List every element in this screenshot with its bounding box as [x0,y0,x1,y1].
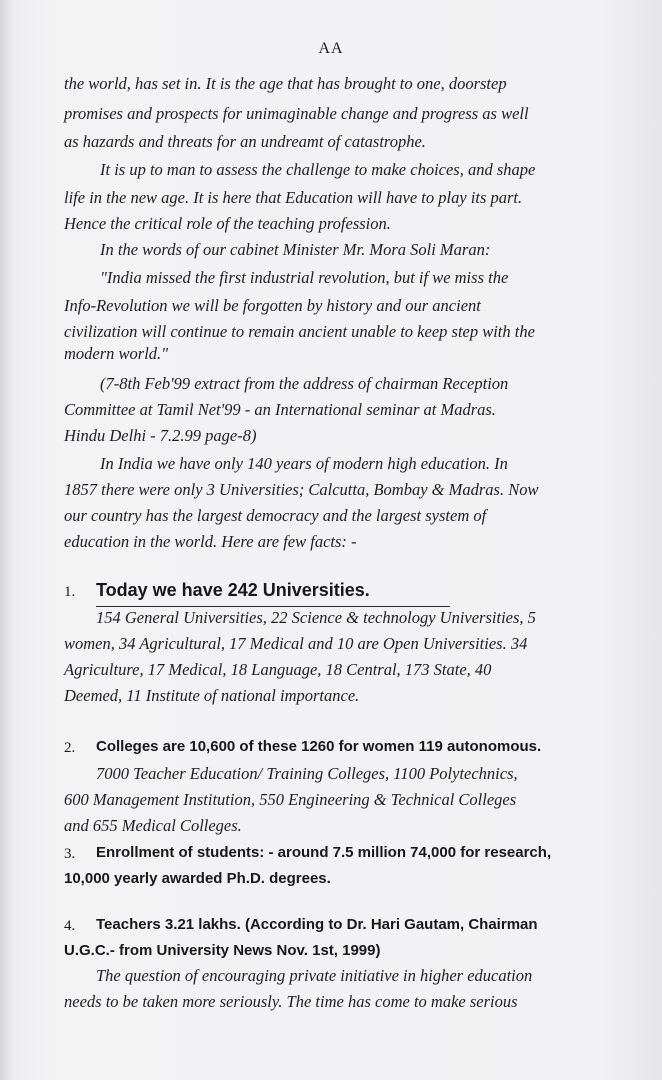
quote-line: modern world." [64,344,169,363]
fact-detail-line: 154 General Universities, 22 Science & technology Universities, 5 [96,608,536,627]
fact-number: 2. [64,740,76,756]
fact-detail-line: Deemed, 11 Institute of national importance. [64,686,360,705]
fact-heading: Today we have 242 Universities. [96,580,370,600]
fact-heading: Colleges are 10,600 of these 1260 for women 119 autonomous. [96,738,542,755]
text-line: promises and prospects for unimaginable change and progress as well [64,104,529,123]
text-line: the world, has set in. It is the age that has brought to one, doorstep [64,74,507,93]
text-line: education in the world. Here are few facts: - [64,532,357,551]
fact-number: 1. [64,584,76,600]
citation-line: (7-8th Feb'99 extract from the address of chairman Reception [100,374,509,393]
fact-detail-line: 7000 Teacher Education/ Training Colleges, 1100 Polytechnics, [96,764,518,783]
fact-heading: 10,000 yearly awarded Ph.D. degrees. [64,870,331,887]
heading-underline [96,606,450,607]
text-line: In the words of our cabinet Minister Mr. Mora Soli Maran: [100,240,491,259]
quote-line: "India missed the first industrial revolution, but if we miss the [100,268,509,287]
citation-line: Hindu Delhi - 7.2.99 page-8) [64,426,257,445]
text-line: life in the new age. It is here that Education will have to play its part. [64,188,523,207]
page-number: AA [318,40,344,57]
text-line: In India we have only 140 years of modern high education. In [100,454,508,473]
fact-heading: U.G.C.- from University News Nov. 1st, 1999) [64,942,381,959]
citation-line: Committee at Tamil Net'99 - an International seminar at Madras. [64,400,496,419]
fact-detail-line: needs to be taken more seriously. The time has come to make serious [64,992,518,1011]
text-line: as hazards and threats for an undreamt of catastrophe. [64,132,426,151]
fact-heading: Enrollment of students: - around 7.5 million 74,000 for research, [96,844,552,861]
fact-detail-line: The question of encouraging private initiative in higher education [96,966,533,985]
fact-detail-line: women, 34 Agricultural, 17 Medical and 10 are Open Universities. 34 [64,634,528,653]
fact-detail-line: Agriculture, 17 Medical, 18 Language, 18 Central, 173 State, 40 [64,660,492,679]
quote-line: Info-Revolution we will be forgotten by history and our ancient [64,296,481,315]
text-line: our country has the largest democracy and the largest system of [64,506,487,525]
text-line: Hence the critical role of the teaching profession. [64,214,391,233]
fact-number: 4. [64,918,76,934]
text-line: 1857 there were only 3 Universities; Calcutta, Bombay & Madras. Now [64,480,539,499]
quote-line: civilization will continue to remain ancient unable to keep step with the [64,322,535,341]
fact-heading: Teachers 3.21 lakhs. (According to Dr. Hari Gautam, Chairman [96,916,538,933]
text-line: It is up to man to assess the challenge to make choices, and shape [100,160,536,179]
fact-detail-line: 600 Management Institution, 550 Engineering & Technical Colleges [64,790,517,809]
fact-detail-line: and 655 Medical Colleges. [64,816,242,835]
fact-number: 3. [64,846,76,862]
